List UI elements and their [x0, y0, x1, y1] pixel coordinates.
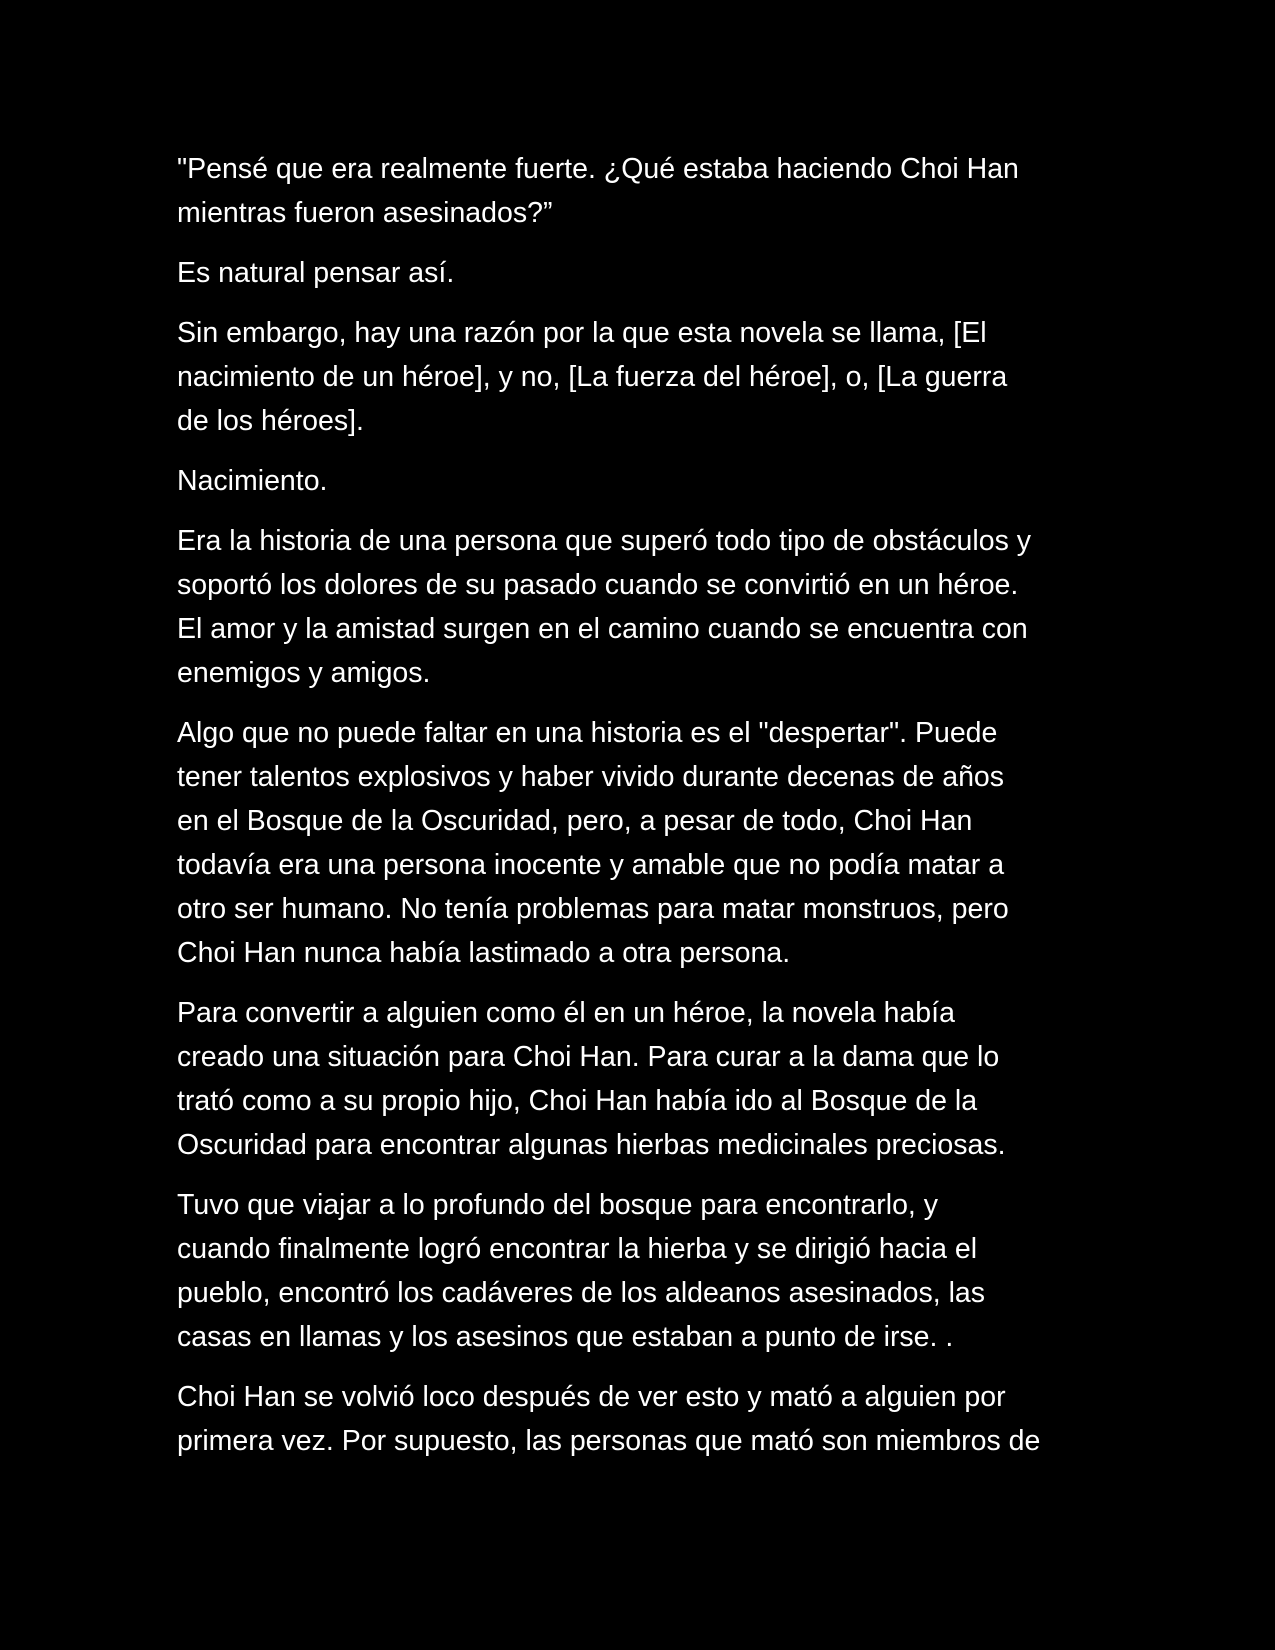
paragraph: [177, 311, 1112, 443]
text-line: Choi Han nunca había lastimado a otra persona.: [177, 937, 791, 969]
text-line: Choi Han se volvió loco después de ver esto y mató a alguien por: [177, 1381, 1006, 1413]
text-line: El amor y la amistad surgen en el camino cuando se encuentra con: [177, 613, 1028, 645]
text-line: otro ser humano. No tenía problemas para matar monstruos, pero: [177, 893, 1009, 925]
text-line: trató como a su propio hijo, Choi Han había ido al Bosque de la: [177, 1085, 978, 1117]
text-line: enemigos y amigos.: [177, 657, 431, 689]
text-line: Tuvo que viajar a lo profundo del bosque para encontrarlo, y: [177, 1189, 939, 1221]
text-line: todavía era una persona inocente y amable que no podía matar a: [177, 849, 1005, 881]
paragraph: [177, 991, 1112, 1167]
text-line: Algo que no puede faltar en una historia es el "despertar". Puede: [177, 717, 998, 749]
text-line: de los héroes].: [177, 405, 364, 437]
text-line: Era la historia de una persona que superó todo tipo de obstáculos y: [177, 525, 1031, 557]
text-line: primera vez. Por supuesto, las personas que mató son miembros de: [177, 1425, 1041, 1457]
paragraph: [177, 251, 1112, 295]
document-body: [177, 147, 1112, 1479]
text-line: Sin embargo, hay una razón por la que esta novela se llama, [El: [177, 317, 987, 349]
text-line: "Pensé que era realmente fuerte. ¿Qué estaba haciendo Choi Han: [177, 153, 1019, 185]
text-line: Nacimiento.: [177, 465, 328, 497]
text-line: mientras fueron asesinados?”: [177, 197, 553, 229]
paragraph: [177, 1375, 1112, 1463]
paragraph: [177, 147, 1112, 235]
paragraph: [177, 519, 1112, 695]
paragraph: [177, 711, 1112, 975]
text-line: soportó los dolores de su pasado cuando se convirtió en un héroe.: [177, 569, 1019, 601]
text-line: tener talentos explosivos y haber vivido durante decenas de años: [177, 761, 1005, 793]
paragraph: [177, 1183, 1112, 1359]
text-line: Es natural pensar así.: [177, 257, 455, 289]
text-line: pueblo, encontró los cadáveres de los aldeanos asesinados, las: [177, 1277, 986, 1309]
text-line: Para convertir a alguien como él en un héroe, la novela había: [177, 997, 955, 1029]
text-line: creado una situación para Choi Han. Para curar a la dama que lo: [177, 1041, 1000, 1073]
paragraph: [177, 459, 1112, 503]
text-line: nacimiento de un héroe], y no, [La fuerza del héroe], o, [La guerra: [177, 361, 1008, 393]
text-line: casas en llamas y los asesinos que estaban a punto de irse. .: [177, 1321, 954, 1353]
text-line: cuando finalmente logró encontrar la hierba y se dirigió hacia el: [177, 1233, 978, 1265]
text-line: Oscuridad para encontrar algunas hierbas medicinales preciosas.: [177, 1129, 1006, 1161]
text-line: en el Bosque de la Oscuridad, pero, a pesar de todo, Choi Han: [177, 805, 973, 837]
